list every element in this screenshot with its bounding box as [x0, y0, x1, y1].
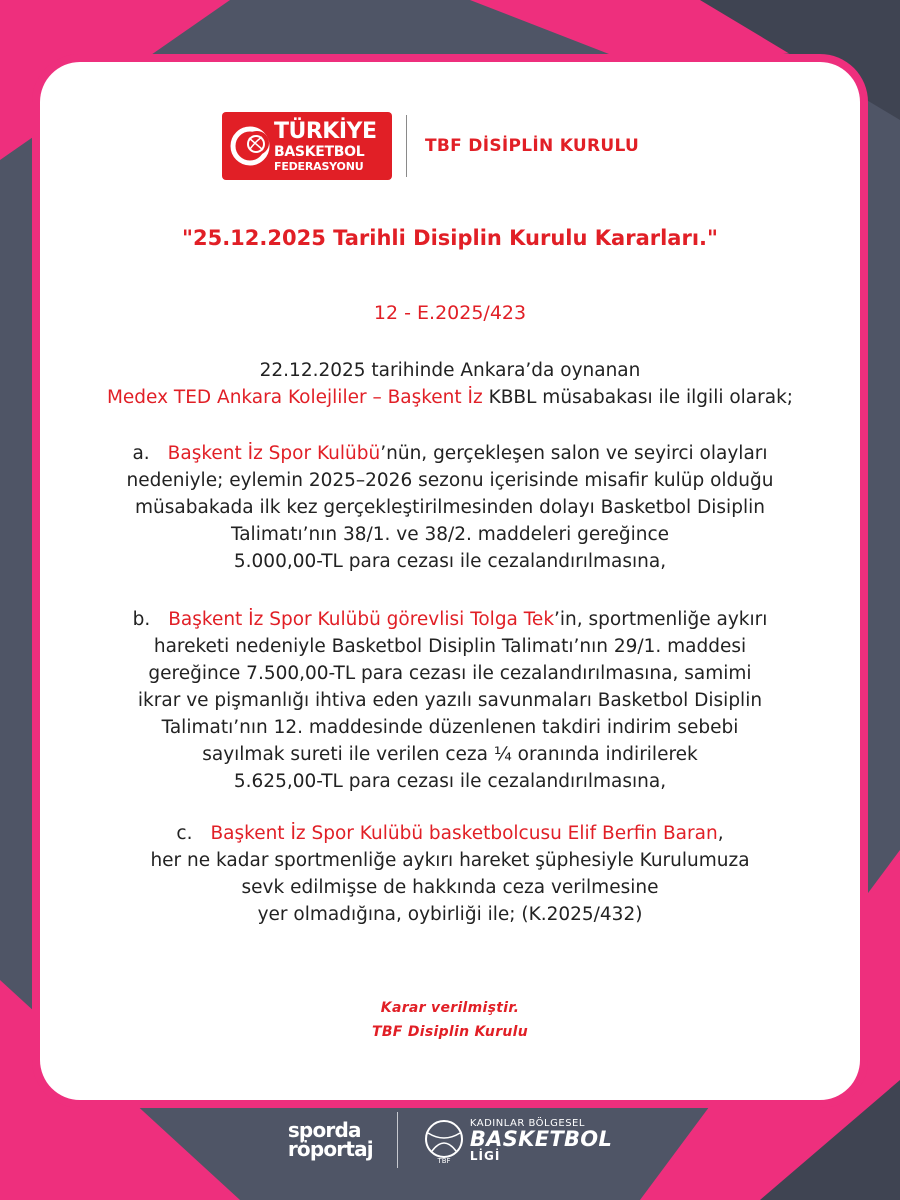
intro-line: 22.12.2025 tarihinde Ankara’da oynanan — [259, 360, 641, 381]
closing-line: Karar verilmiştir. — [380, 1000, 520, 1016]
item-line: gereğince 7.500,00-TL para cezası ile cezalandırılmasına, samimi — [148, 663, 752, 684]
header — [222, 112, 639, 180]
item-text: , — [717, 823, 724, 844]
kbbl-line-1: KADINLAR BÖLGESEL — [469, 1117, 585, 1129]
item-subject: Başkent İz Spor Kulübü — [167, 443, 381, 464]
basketball-crescent-icon — [230, 124, 270, 168]
document-card — [40, 62, 860, 1100]
document-title: "25.12.2025 Tarihli Disiplin Kurulu Kararları." — [182, 226, 718, 250]
decision-item-c — [60, 820, 840, 928]
item-line: nedeniyle; eylemin 2025–2026 sezonu içerisinde misafir kulüp olduğu — [126, 470, 774, 491]
item-line: yer olmadığına, oybirliği ile; (K.2025/432) — [257, 904, 643, 925]
logo-line-3: FEDERASYONU — [274, 159, 364, 173]
intro-rest: KBBL müsabakası ile ilgili olarak; — [482, 387, 794, 408]
intro-line — [60, 384, 840, 411]
decision-item-b — [60, 606, 840, 795]
item-line: ikrar ve pişmanlığı ihtiva eden yazılı savunmaları Basketbol Disiplin — [137, 690, 763, 711]
item-text: ’in, sportmenliğe aykırı — [554, 609, 768, 630]
footer-divider — [397, 1112, 398, 1168]
item-line: 5.625,00-TL para cezası ile cezalandırılmasına, — [233, 771, 667, 792]
item-text: ’nün, gerçekleşen salon ve seyirci olayları — [380, 443, 768, 464]
item-line — [60, 820, 840, 847]
item-subject: Başkent İz Spor Kulübü basketbolcusu Elif Berfin Baran — [210, 823, 718, 844]
item-line — [60, 606, 840, 633]
item-line: Talimatı’nın 38/1. ve 38/2. maddeleri gereğince — [230, 524, 670, 545]
sr-line-2: röportaj — [287, 1137, 373, 1161]
item-line — [60, 440, 840, 467]
decision-item-a — [60, 440, 840, 575]
item-line: müsabakada ilk kez gerçekleştirilmesinden dolayı Basketbol Disiplin — [135, 497, 765, 518]
closing-signature — [60, 996, 840, 1044]
header-divider — [406, 115, 407, 177]
item-letter: a. — [132, 443, 150, 464]
intro-paragraph — [60, 357, 840, 411]
sr-line-1: sporda — [287, 1118, 361, 1142]
item-line: sayılmak sureti ile verilen ceza ¼ oranında indirilerek — [202, 744, 698, 765]
logo-line-2: BASKETBOL — [274, 143, 365, 160]
sporda-roportaj-logo — [287, 1118, 373, 1161]
item-line: 5.000,00-TL para cezası ile cezalandırılmasına, — [233, 551, 667, 572]
item-letter: b. — [132, 609, 151, 630]
match-name: Medex TED Ankara Kolejliler – Başkent İz — [106, 387, 483, 408]
case-number: 12 - E.2025/423 — [373, 302, 527, 324]
kbbl-logo — [422, 1115, 612, 1165]
footer — [0, 1108, 900, 1172]
item-line: hareketi nedeniyle Basketbol Disiplin Talimatı’nın 29/1. maddesi — [153, 636, 747, 657]
logo-line-1: TÜRKİYE — [274, 118, 377, 144]
closing-line: TBF Disiplin Kurulu — [371, 1024, 529, 1040]
kbbl-line-3: LİGİ — [469, 1148, 501, 1163]
item-subject: Başkent İz Spor Kulübü görevlisi Tolga Tek — [168, 609, 555, 630]
item-line: sevk edilmişse de hakkında ceza verilmesine — [241, 877, 659, 898]
tbf-logo — [222, 112, 392, 180]
header-title: TBF DİSİPLİN KURULU — [425, 136, 640, 156]
item-letter: c. — [176, 823, 193, 844]
basketball-icon — [422, 1115, 466, 1165]
item-line: her ne kadar sportmenliğe aykırı hareket şüphesiyle Kurulumuza — [150, 850, 750, 871]
item-line: Talimatı’nın 12. maddesinde düzenlenen takdiri indirim sebebi — [161, 717, 739, 738]
kbbl-line-2: BASKETBOL — [469, 1126, 613, 1151]
kbbl-small-text: TBF — [437, 1157, 451, 1165]
